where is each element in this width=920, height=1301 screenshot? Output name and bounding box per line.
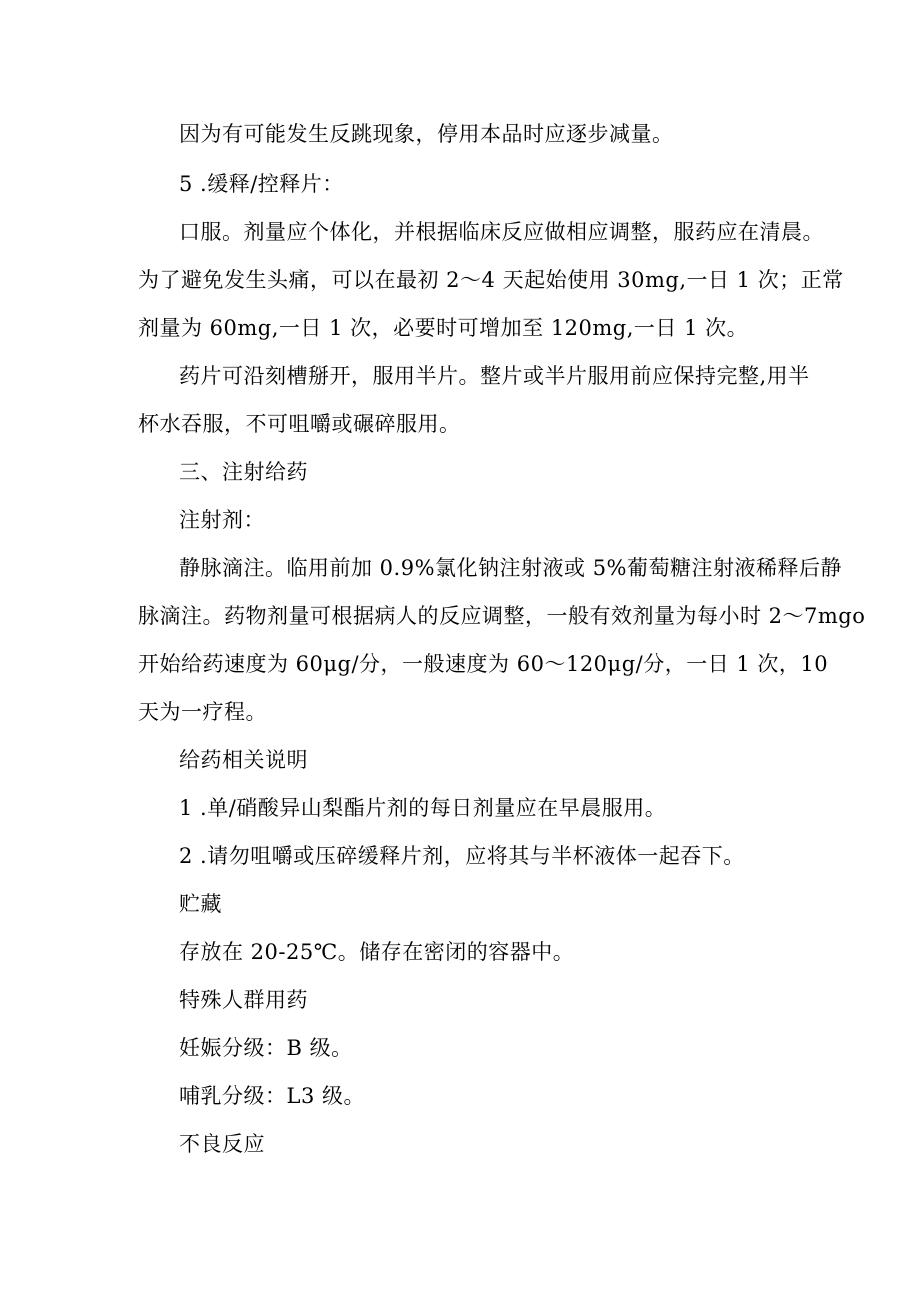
paragraph-line-pregnancy: 妊娠分级：B 级。 <box>179 1036 353 1060</box>
paragraph-line-oral: 口服。剂量应个体化，并根据临床反应做相应调整，服药应在清晨。 <box>179 220 824 244</box>
paragraph-line-normal-dose: 剂量为 60mg,一日 1 次，必要时可增加至 120mg,一日 1 次。 <box>138 316 749 340</box>
paragraph-line-iv-drip: 静脉滴注。临用前加 0.9%氯化钠注射液或 5%葡萄糖注射液稀释后静 <box>179 556 843 580</box>
list-item-note-2: 2 .请勿咀嚼或压碎缓释片剂，应将其与半杯液体一起吞下。 <box>179 844 745 868</box>
paragraph-line-taper-dose: 因为有可能发生反跳现象，停用本品时应逐步减量。 <box>179 122 674 146</box>
section-heading-adverse-reactions: 不良反应 <box>179 1132 265 1156</box>
paragraph-line-course: 天为一疗程。 <box>138 700 267 724</box>
paragraph-line-storage: 存放在 20-25℃。储存在密闭的容器中。 <box>179 940 575 964</box>
section-heading-special-populations: 特殊人群用药 <box>179 988 308 1012</box>
section-heading-dosing-notes: 给药相关说明 <box>179 748 308 772</box>
section-heading-injection: 三、注射给药 <box>179 460 308 484</box>
list-item-note-1: 1 .单/硝酸异山梨酯片剂的每日剂量应在早晨服用。 <box>179 796 667 820</box>
subheading-injection-form: 注射剂： <box>179 508 265 532</box>
paragraph-line-lactation: 哺乳分级：L3 级。 <box>179 1084 365 1108</box>
paragraph-line-iv-dose: 脉滴注。药物剂量可根据病人的反应调整，一般有效剂量为每小时 2～7mgo <box>138 604 866 628</box>
paragraph-line-swallow: 杯水吞服，不可咀嚼或碾碎服用。 <box>138 412 461 436</box>
section-heading-storage: 贮藏 <box>179 892 222 916</box>
paragraph-line-headache: 为了避免发生头痛，可以在最初 2～4 天起始使用 30mg,一日 1 次；正常 <box>138 268 844 292</box>
paragraph-line-iv-rate: 开始给药速度为 60μg/分，一般速度为 60～120μg/分，一日 1 次，10 <box>138 652 829 676</box>
section-heading-sustained-release: 5 .缓释/控释片： <box>179 172 344 196</box>
paragraph-line-split-tablet: 药片可沿刻槽掰开，服用半片。整片或半片服用前应保持完整,用半 <box>179 364 810 388</box>
